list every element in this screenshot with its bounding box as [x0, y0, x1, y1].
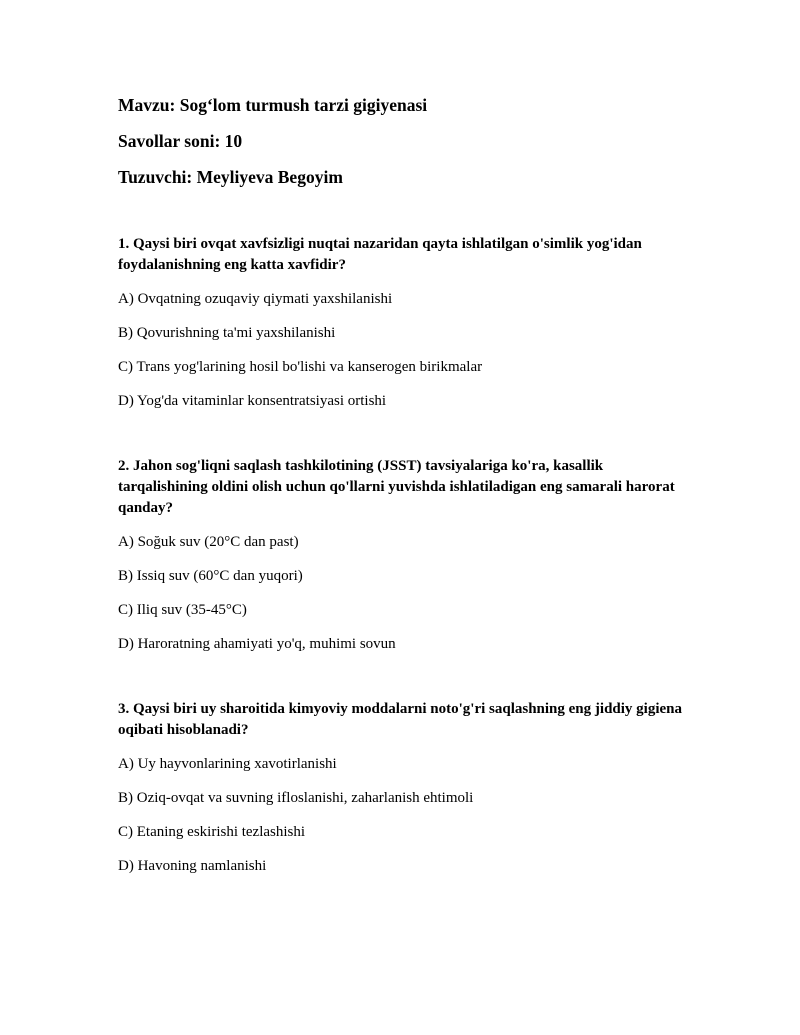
- option-d: D) Havoning namlanishi: [118, 858, 267, 874]
- document-page: [118, 92, 688, 876]
- option-a: A) Uy hayvonlarining xavotirlanishi: [118, 756, 337, 772]
- question-1: [118, 234, 688, 411]
- question-text: 3. Qaysi biri uy sharoitida kimyoviy moddalarni noto'g'ri saqlashning eng jiddiy gigiena oqibati hisoblanadi?: [118, 701, 683, 738]
- option-d: D) Yog'da vitaminlar konsentratsiyasi ortishi: [118, 393, 387, 409]
- question-text: 2. Jahon sog'liqni saqlash tashkilotining (JSST) tavsiyalariga ko'ra, kasallik tarqalishining oldini olish uchun qo'llarni yuvishda ishlatiladigan eng samarali harorat qanday?: [118, 458, 675, 516]
- question-text: 1. Qaysi biri ovqat xavfsizligi nuqtai nazaridan qayta ishlatilgan o'simlik yog'idan foydalanishning eng katta xavfidir?: [118, 236, 642, 273]
- author-line: Tuzuvchi: Meyliyeva Begoyim: [118, 167, 343, 187]
- question-2: [118, 456, 688, 654]
- option-a: A) Soğuk suv (20°C dan past): [118, 534, 299, 550]
- option-c: C) Etaning eskirishi tezlashishi: [118, 824, 306, 840]
- question-3: [118, 699, 688, 876]
- option-b: B) Oziq-ovqat va suvning ifloslanishi, zaharlanish ehtimoli: [118, 790, 474, 806]
- topic-heading: Mavzu: Sog‘lom turmush tarzi gigiyenasi: [118, 95, 428, 115]
- option-c: C) Iliq suv (35-45°C): [118, 602, 247, 618]
- option-b: B) Qovurishning ta'mi yaxshilanishi: [118, 325, 336, 341]
- option-a: A) Ovqatning ozuqaviy qiymati yaxshilanishi: [118, 291, 393, 307]
- question-count: Savollar soni: 10: [118, 131, 243, 151]
- option-c: C) Trans yog'larining hosil bo'lishi va kanserogen birikmalar: [118, 359, 483, 375]
- option-d: D) Haroratning ahamiyati yo'q, muhimi sovun: [118, 636, 396, 652]
- option-b: B) Issiq suv (60°C dan yuqori): [118, 568, 303, 584]
